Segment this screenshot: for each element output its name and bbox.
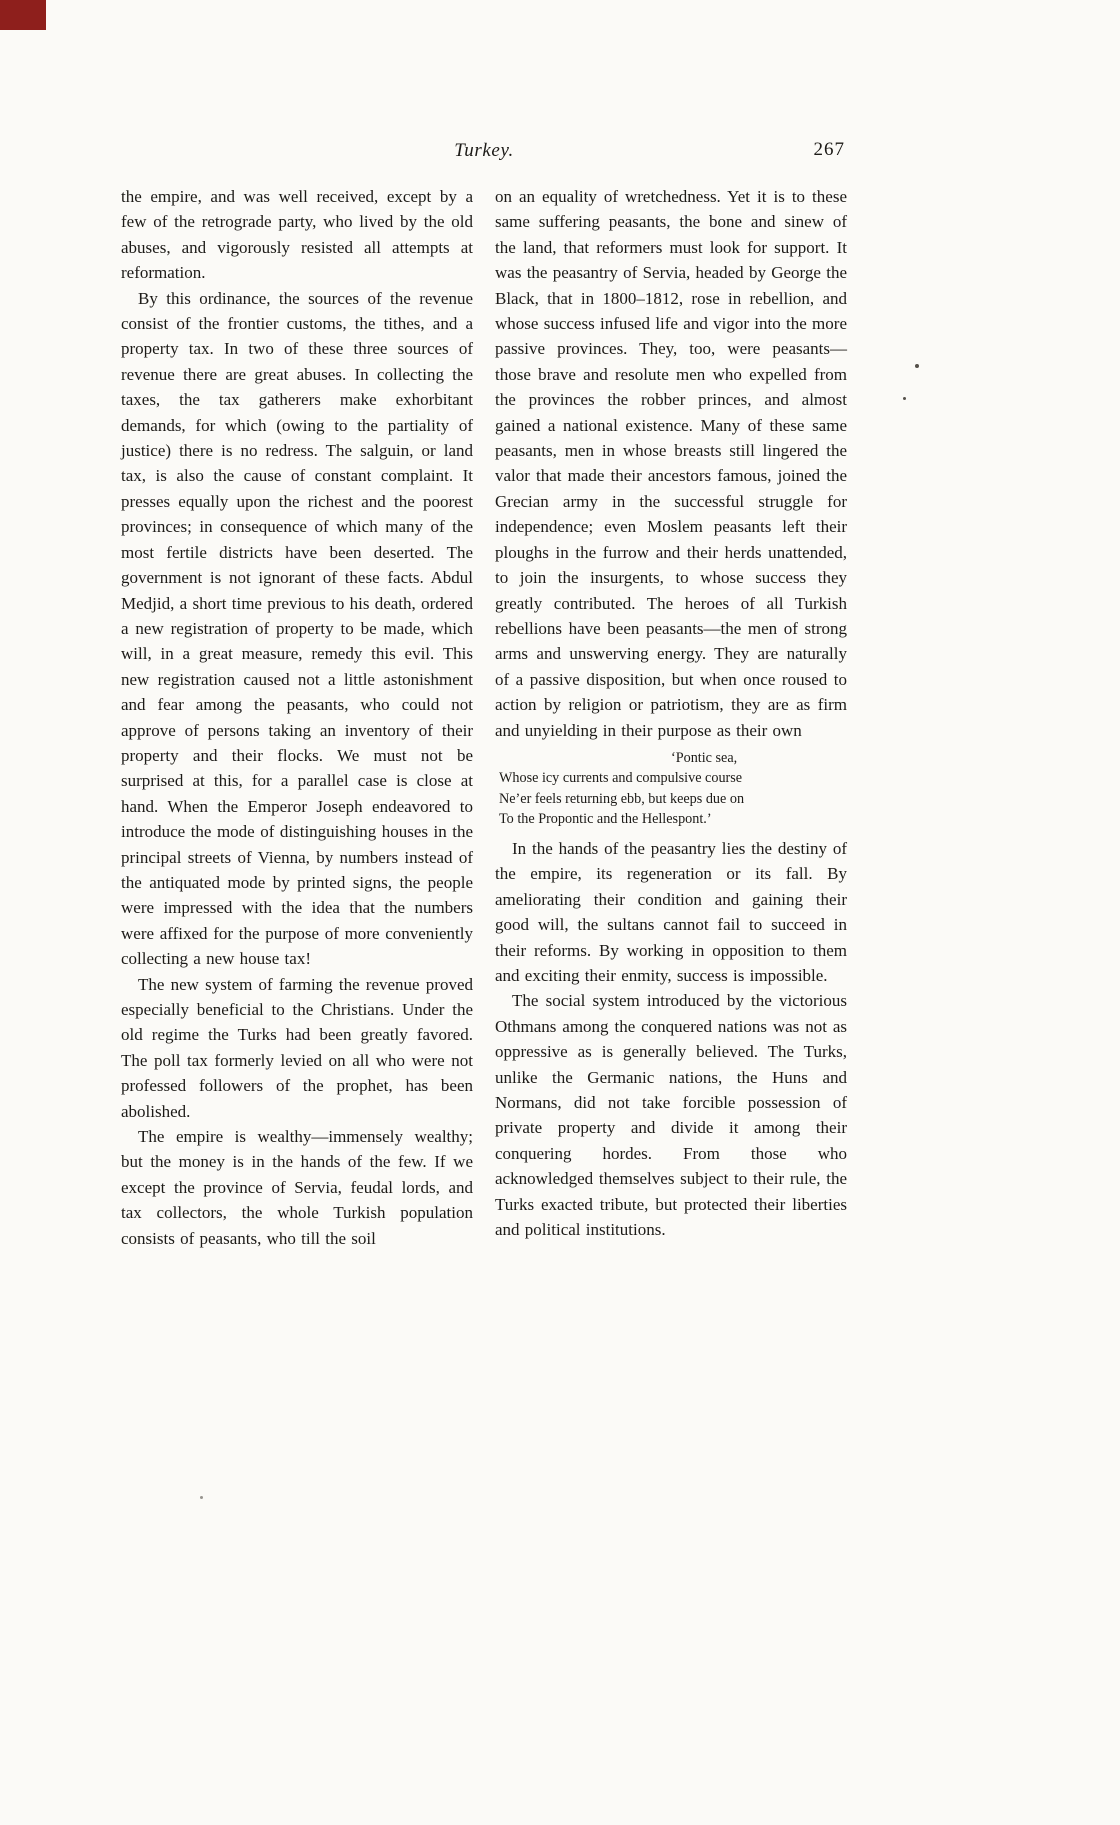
verse-line: To the Propontic and the Hellespont.’ [499,811,712,828]
verse-line: Ne’er feels returning ebb, but keeps due on [499,790,745,807]
page-number: 267 [813,139,845,160]
paragraph: the empire, and was well received, except by a few of the retrograde party, who lived by the old abuses, and vigorously resisted all attempts at reformation. [121,187,473,283]
paragraph: The empire is wealthy—immensely wealthy; but the money is in the hands of the few. If we except the province of Servia, feudal lords, and tax collectors, the whole Turkish population consists of peasants, who till the soil [121,1127,473,1248]
left-column [121,184,473,1251]
scan-speck [903,397,906,400]
paragraph: In the hands of the peasantry lies the destiny of the empire, its regeneration or its fall. By ameliorating their condition and gaining their good will, the sultans cannot fail to succeed in their reforms. By working in opposition to them and exciting their enmity, success is impossible. [495,838,847,985]
paragraph: The new system of farming the revenue proved especially beneficial to the Christians. Under the old regime the Turks had been greatly favored. The poll tax formerly levied on all who were not professed followers of the prophet, has been abolished. [121,974,473,1121]
scan-speck [915,364,919,368]
paragraph: By this ordinance, the sources of the revenue consist of the frontier customs, the tithes, and a property tax. In two of these three sources of revenue there are great abuses. In collecting the taxes, the tax gatherers make exhorbitant demands, for which (owing to the partiality of justice) there is no redress. The salguin, or land tax, is also the cause of constant complaint. It presses equally upon the richest and the poorest provinces; in consequence of which many of the most fertile districts have been deserted. The government is not ignorant of these facts. Abdul Medjid, a short time previous to his death, ordered a new registration of property to be made, which will, in a great measure, remedy this evil. This new registration caused not a little astonishment and fear among the peasants, who could not approve of persons taking an inventory of their property and their flocks. We must not be surprised at this, for a parallel case is close at hand. When the Emperor Joseph endeavored to introduce the mode of distinguishing houses in the principal streets of Vienna, by numbers instead of the antiquated mode by printed signs, the people were impressed with the idea that the numbers were affixed for the purpose of more conveniently collecting a new house tax! [121,288,473,969]
text-block [121,140,847,1251]
scan-speck [200,1496,203,1499]
right-column [495,184,847,1251]
running-header [121,140,847,166]
running-title: Turkey. [454,140,514,161]
verse-quote [495,748,847,830]
paragraph: on an equality of wretchedness. Yet it is to these same suffering peasants, the bone and sinew of the land, that reformers must look for support. It was the peasantry of Servia, headed by George the Black, that in 1800–1812, rose in rebellion, and whose success infused life and vigor into the more passive provinces. They, too, were peasants—those brave and resolute men who expelled from the provinces the robber princes, and almost gained a national existence. Many of these same peasants, men in whose breasts still lingered the valor that made their ancestors famous, joined the Grecian army in the successful struggle for independence; even Moslem peasants left their ploughs in the furrow and their herds unattended, to join the insurgents, to whose success they greatly contributed. The heroes of all Turkish rebellions have been peasants—the men of strong arms and unswerving energy. They are naturally of a passive disposition, but when once roused to action by religion or patriotism, they are as firm and unyielding in their purpose as their own [495,187,847,740]
paragraph: The social system introduced by the victorious Othmans among the conquered nations was not as oppressive as is generally believed. The Turks, unlike the Germanic nations, the Huns and Normans, did not take forcible possession of private property and divide it among their conquering hordes. From those who acknowledged themselves subject to their rule, the Turks exacted tribute, but protected their liberties and political institutions. [495,991,847,1240]
verse-line: ‘Pontic sea, [671,749,738,766]
scan-artifact-red [0,0,46,30]
two-column-text [121,184,847,1251]
verse-line: Whose icy currents and compulsive course [499,770,743,787]
